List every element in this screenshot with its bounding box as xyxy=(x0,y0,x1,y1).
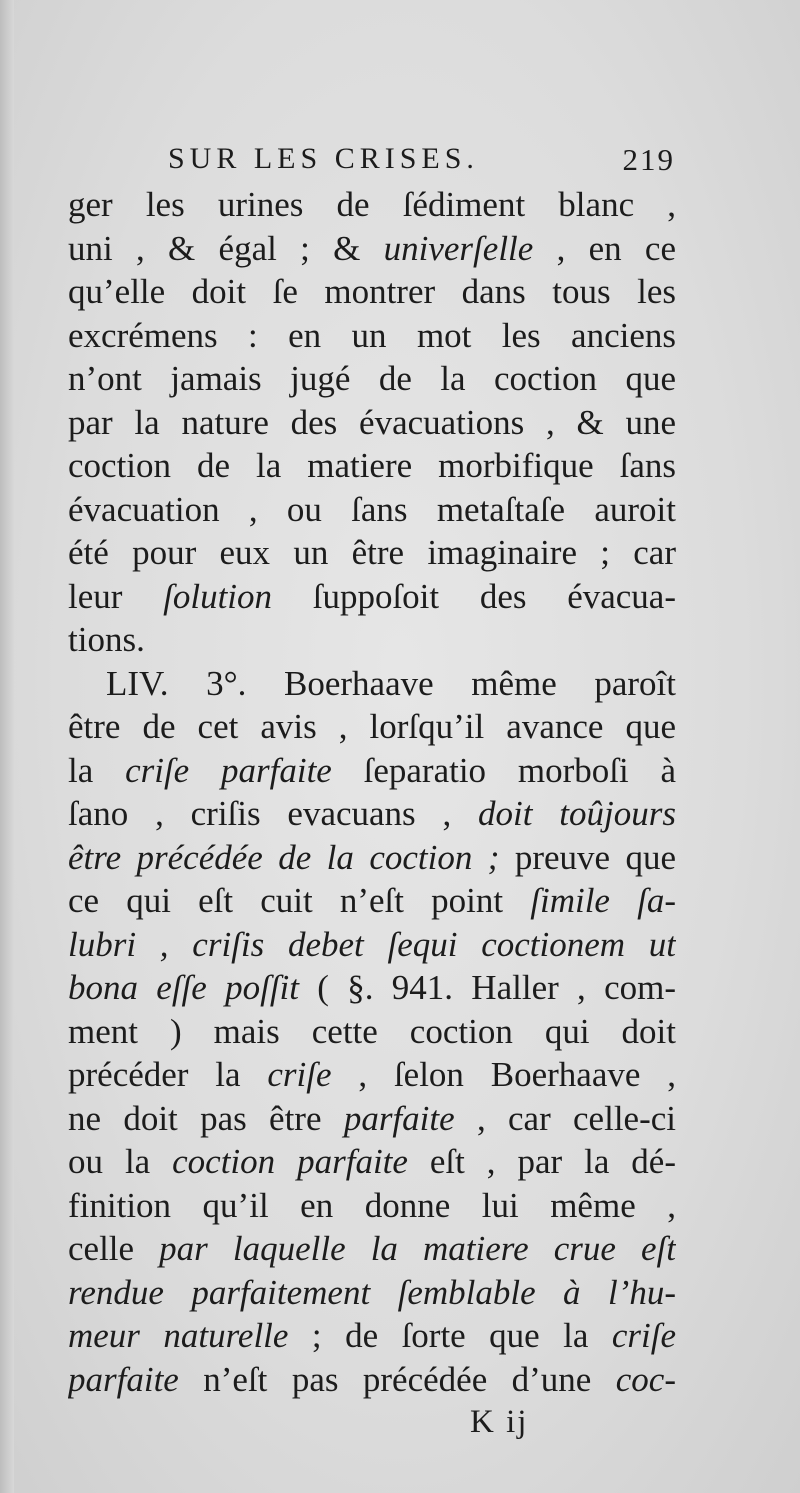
page-header xyxy=(168,142,675,182)
text-line xyxy=(68,183,676,227)
text-segment: , ſelon Boerhaave , xyxy=(331,1055,676,1094)
text-segment: ger les urines de ſédiment blanc , xyxy=(68,185,676,224)
text-line xyxy=(68,879,676,923)
text-line xyxy=(68,1358,676,1402)
text-line xyxy=(68,662,676,706)
text-segment: tions. xyxy=(68,620,145,659)
text-line xyxy=(68,1227,676,1271)
text-line xyxy=(68,836,676,880)
text-segment: ſeparatio morboſi à xyxy=(331,750,676,790)
text-segment: être de cet avis , lorſqu’il avance que xyxy=(68,707,676,746)
text-segment: par la nature des évacuations , & une xyxy=(68,402,676,442)
text-segment: LIV. 3°. Boerhaave même paroît xyxy=(106,663,676,703)
text-line xyxy=(68,1184,676,1228)
text-line xyxy=(68,792,676,836)
text-segment: preuve que xyxy=(499,837,676,877)
italic-text: être précédée de la coction ; xyxy=(68,837,500,877)
text-segment: ( §. 941. Haller , com- xyxy=(299,968,676,1007)
italic-text: meur naturelle xyxy=(68,1316,289,1355)
italic-text: parfaite xyxy=(68,1359,179,1399)
italic-text: coction parfaite xyxy=(172,1142,408,1181)
text-segment: précéder la xyxy=(68,1055,268,1094)
text-line xyxy=(68,618,676,662)
text-segment: celle xyxy=(68,1229,160,1268)
text-line xyxy=(68,1271,676,1315)
text-line xyxy=(68,705,676,749)
text-segment: finition qu’il en donne lui même , xyxy=(68,1185,676,1225)
text-segment: n’ont jamais jugé de la coction que xyxy=(68,359,676,398)
text-line xyxy=(68,575,676,619)
text-segment: la xyxy=(68,750,126,790)
page-edge-shadow xyxy=(0,0,14,1493)
italic-text: ſolution xyxy=(163,576,273,616)
italic-text: parfaite xyxy=(343,1098,455,1138)
text-segment: , en ce xyxy=(533,228,676,268)
text-segment: excrémens : en un mot les anciens xyxy=(68,315,676,355)
text-line xyxy=(68,488,676,532)
text-line xyxy=(68,531,676,575)
text-segment: , car celle-ci xyxy=(454,1098,676,1138)
text-segment: été pour eux un être imaginaire ; car xyxy=(68,533,676,572)
text-line xyxy=(68,1314,676,1358)
body-text xyxy=(68,183,676,1401)
text-line xyxy=(68,314,676,358)
text-segment: évacuation , ou ſans metaſtaſe auroit xyxy=(68,489,676,529)
italic-text: coc- xyxy=(615,1359,676,1399)
text-line xyxy=(68,401,676,445)
italic-text: criſe xyxy=(611,1316,676,1355)
italic-text: criſe xyxy=(267,1055,332,1094)
text-segment: leur xyxy=(68,576,164,616)
text-line xyxy=(68,1097,676,1141)
text-segment: qu’elle doit ſe montrer dans tous les xyxy=(68,272,676,311)
text-line xyxy=(68,749,676,793)
text-segment: coction de la matiere morbifique ſans xyxy=(68,446,676,485)
text-line xyxy=(68,1010,676,1054)
text-segment: ; de ſorte que la xyxy=(288,1316,612,1355)
page-number: 219 xyxy=(622,142,675,177)
text-segment: ou la xyxy=(68,1142,173,1181)
text-segment: ſano , criſis evacuans , xyxy=(68,794,479,833)
italic-text: bona eſſe poſſit xyxy=(68,968,299,1007)
italic-text: par laquelle la matiere crue eſt xyxy=(159,1229,676,1268)
text-line xyxy=(68,1140,676,1184)
text-segment: ſuppoſoit des évacua- xyxy=(272,576,676,616)
text-line xyxy=(68,966,676,1010)
running-head: SUR LES CRISES. xyxy=(168,142,479,175)
text-segment: ment ) mais cette coction qui doit xyxy=(68,1011,676,1051)
text-line xyxy=(68,1053,676,1097)
text-segment: ce qui eſt cuit n’eſt point xyxy=(68,881,531,920)
italic-text: lubri , criſis debet ſequi coctionem ut xyxy=(68,924,676,964)
italic-text: rendue parfaitement ſemblable à l’hu- xyxy=(68,1272,676,1312)
text-line xyxy=(68,444,676,488)
text-segment: eſt , par la dé- xyxy=(407,1142,676,1181)
text-segment: ne doit pas être xyxy=(68,1098,344,1138)
italic-text: criſe parfaite xyxy=(125,750,332,790)
text-line xyxy=(68,923,676,967)
text-segment: uni , & égal ; & xyxy=(68,228,384,268)
text-segment: n’eſt pas précédée d’une xyxy=(178,1359,616,1399)
text-line xyxy=(68,270,676,314)
italic-text: ſimile ſa- xyxy=(530,881,676,920)
italic-text: doit toûjours xyxy=(478,794,676,833)
text-line xyxy=(68,227,676,271)
italic-text: univerſelle xyxy=(383,228,534,268)
signature-mark: K ij xyxy=(470,1404,529,1440)
text-line xyxy=(68,357,676,401)
